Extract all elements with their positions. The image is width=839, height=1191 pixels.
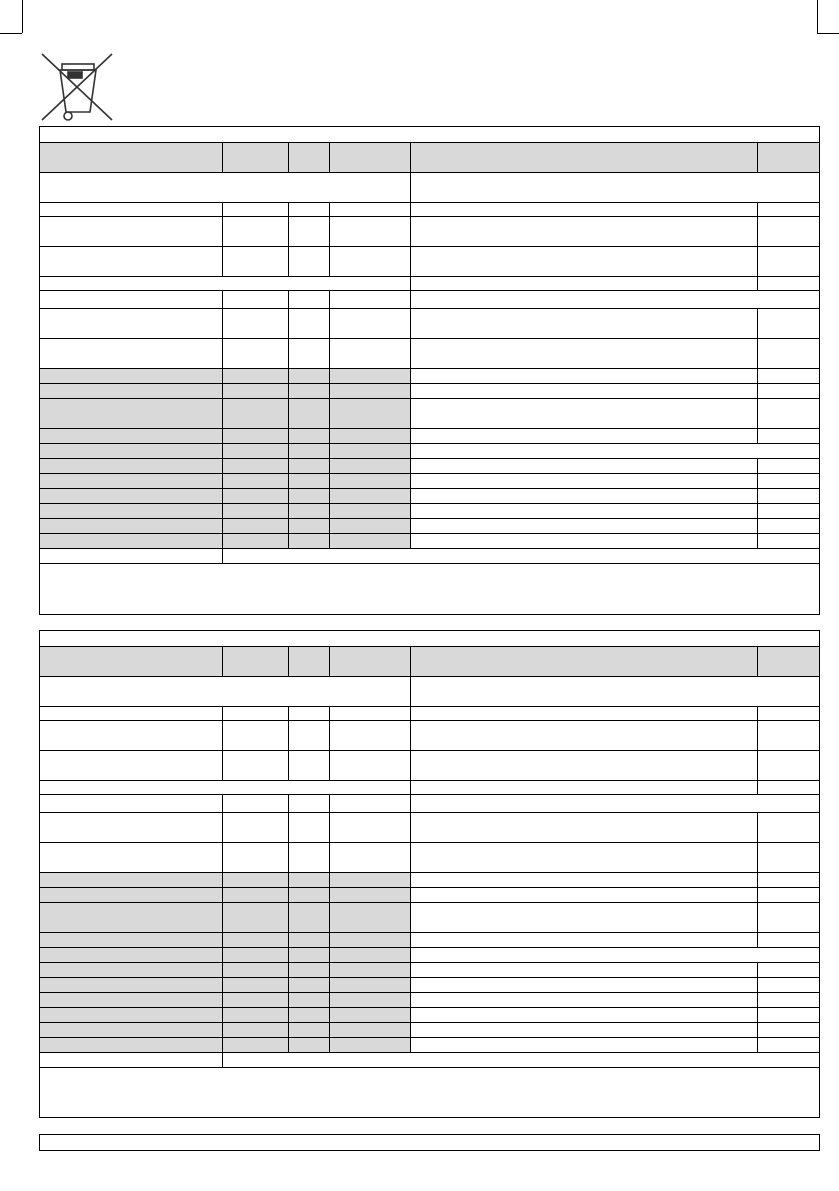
table-row (40, 888, 819, 903)
table-title-row (40, 127, 819, 143)
crop-mark-top-left-h (0, 33, 22, 34)
table-row (40, 291, 819, 309)
spec-table-2 (39, 630, 820, 1118)
table-header-row (40, 143, 819, 173)
table-row (40, 173, 819, 203)
crop-mark-top-right-h (817, 33, 839, 34)
table-row (40, 903, 819, 933)
table-row (40, 429, 819, 444)
table-row (40, 873, 819, 888)
footer-box (39, 1134, 820, 1151)
crop-mark-top-right-v (817, 0, 818, 33)
table-row (40, 203, 819, 217)
table-row (40, 721, 819, 751)
spec-table-1 (39, 126, 820, 615)
table-row (40, 277, 819, 291)
table-row (40, 963, 819, 978)
table-row (40, 978, 819, 993)
table-row (40, 707, 819, 721)
table-row (40, 993, 819, 1008)
table-row (40, 309, 819, 339)
table-row (40, 781, 819, 795)
table-row (40, 1008, 819, 1023)
table-row (40, 369, 819, 384)
table-row (40, 549, 819, 564)
table-row (40, 813, 819, 843)
table-title-row (40, 631, 819, 647)
table-row (40, 677, 819, 707)
table-row (40, 339, 819, 369)
table-row (40, 504, 819, 519)
table-row (40, 399, 819, 429)
table-row (40, 217, 819, 247)
table-header-row (40, 647, 819, 677)
table-row (40, 519, 819, 534)
table-row (40, 1053, 819, 1068)
table-row (40, 384, 819, 399)
crossed-out-wheelie-bin-icon (38, 50, 118, 126)
table-row (40, 1023, 819, 1038)
table-row (40, 751, 819, 781)
table-row (40, 933, 819, 948)
table-row (40, 444, 819, 459)
table-note (40, 1068, 819, 1117)
table-row (40, 459, 819, 474)
table-row (40, 948, 819, 963)
table-row (40, 1038, 819, 1053)
table-row (40, 247, 819, 277)
table-row (40, 795, 819, 813)
table-note (40, 564, 819, 614)
table-row (40, 534, 819, 549)
table-row (40, 474, 819, 489)
table-row (40, 489, 819, 504)
crop-mark-top-left-v (22, 0, 23, 33)
table-row (40, 843, 819, 873)
